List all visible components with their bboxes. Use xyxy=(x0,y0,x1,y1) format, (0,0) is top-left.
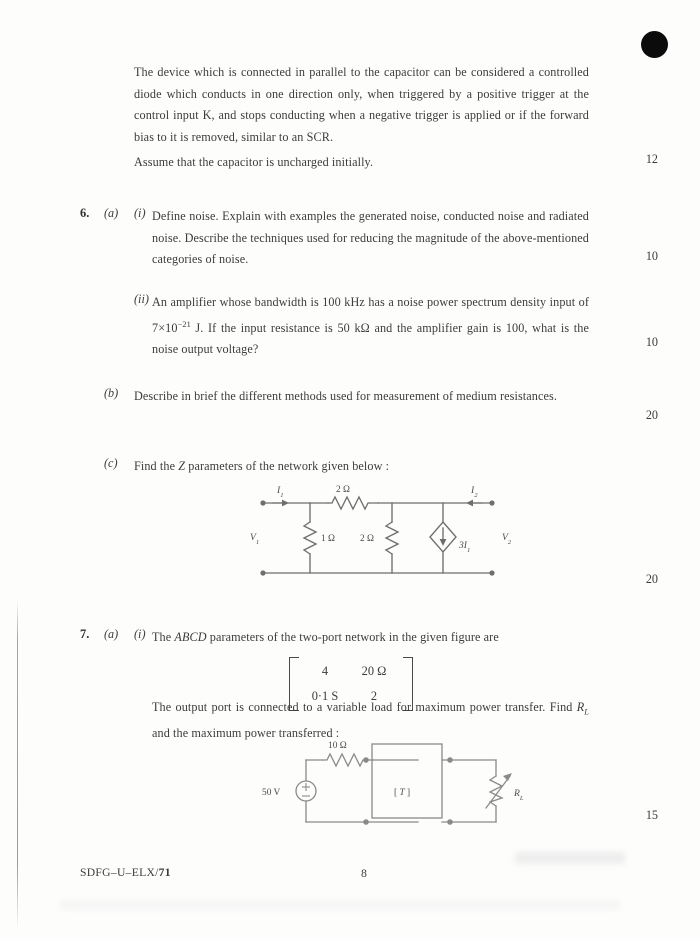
label-twoport-T: [ T ] xyxy=(394,788,411,798)
footer-paper-code: SDFG–U–ELX/71 xyxy=(80,866,171,879)
marks-6-c: 20 xyxy=(645,572,658,586)
question-6-a-ii-label: (ii) xyxy=(134,292,149,306)
question-7-a-i-text: The ABCD parameters of the two-port network in the given figure are xyxy=(152,630,499,644)
label-dependent-source: $3I_1$ xyxy=(459,540,471,554)
matrix-cell-b: 20 Ω xyxy=(361,664,387,678)
label-i2: $I_2$ xyxy=(471,485,478,499)
question-6-part-c-label: (c) xyxy=(104,456,118,470)
question-6-c-text: Find the Z parameters of the network given below : xyxy=(134,459,390,473)
question-6-a-i-label: (i) xyxy=(134,206,146,220)
circuit-max-power-transfer xyxy=(248,736,548,836)
question-6-a-i-text: Define noise. Explain with examples the generated noise, conducted noise and radiated noise. Describe the techniques used for reducing the magnitude of the above-mentioned categories of noise. xyxy=(152,209,589,266)
question-6-b-text: Describe in brief the different methods used for measurement of medium resistances. xyxy=(134,389,557,403)
label-load-RL: $R_L$ xyxy=(514,788,524,802)
question-7-continuation-text: The output port is connected to a variable load for maximum power transfer. Find $R_L$ and the maximum power transferred : xyxy=(152,700,589,740)
scan-smudge-artifact xyxy=(60,900,620,910)
scan-line-artifact xyxy=(17,600,18,930)
matrix-cell-a: 4 xyxy=(321,664,329,678)
punch-mark-dot xyxy=(641,31,668,58)
label-v2: $V_2$ xyxy=(502,532,512,546)
label-i1: $I_1$ xyxy=(277,485,284,499)
question-7-number: 7. xyxy=(80,627,90,641)
question-7-part-a-label: (a) xyxy=(104,627,119,641)
label-shunt-1ohm: 1 Ω xyxy=(321,534,335,544)
question-6-part-b-label: (b) xyxy=(104,386,119,400)
marks-7-a-i: 15 xyxy=(645,808,658,822)
question-7-a-i-label: (i) xyxy=(134,627,146,641)
scan-smudge-artifact xyxy=(515,852,625,864)
label-series-2ohm: 2 Ω xyxy=(336,485,350,495)
label-source-50v: 50 V xyxy=(262,788,281,798)
matrix-cell-c: 0·1 S xyxy=(311,689,339,703)
marks-6-a-ii: 10 xyxy=(645,335,658,349)
footer-page-number: 8 xyxy=(361,866,367,880)
marks-intro: 12 xyxy=(645,152,658,166)
label-v1: $V_1$ xyxy=(250,532,260,546)
question-6-a-ii-text: An amplifier whose bandwidth is 100 kHz has a noise power spectrum density input of $7\times 10^{-21}$ J. If the input resistance is 50 kΩ and the amplifier gain is 100, what is the noise output voltage? xyxy=(152,295,589,357)
marks-6-a-i: 10 xyxy=(645,249,658,263)
label-shunt-2ohm: 2 Ω xyxy=(360,534,374,544)
intro-paragraph: The device which is connected in parallel to the capacitor can be considered a controlled diode which conducts in one direction only, when triggered by a positive trigger at the control input K, and stops conducting when a negative trigger is applied or if the forward bias to it is removed, similar to an SCR. xyxy=(134,65,589,144)
marks-6-b: 20 xyxy=(645,408,658,422)
circuit-z-parameters xyxy=(250,482,525,587)
matrix-cell-d: 2 xyxy=(370,689,378,703)
label-10ohm: 10 Ω xyxy=(328,741,347,751)
intro-assume-line: Assume that the capacitor is uncharged initially. xyxy=(134,155,374,169)
question-6-number: 6. xyxy=(80,206,90,220)
question-6-part-a-label: (a) xyxy=(104,206,119,220)
